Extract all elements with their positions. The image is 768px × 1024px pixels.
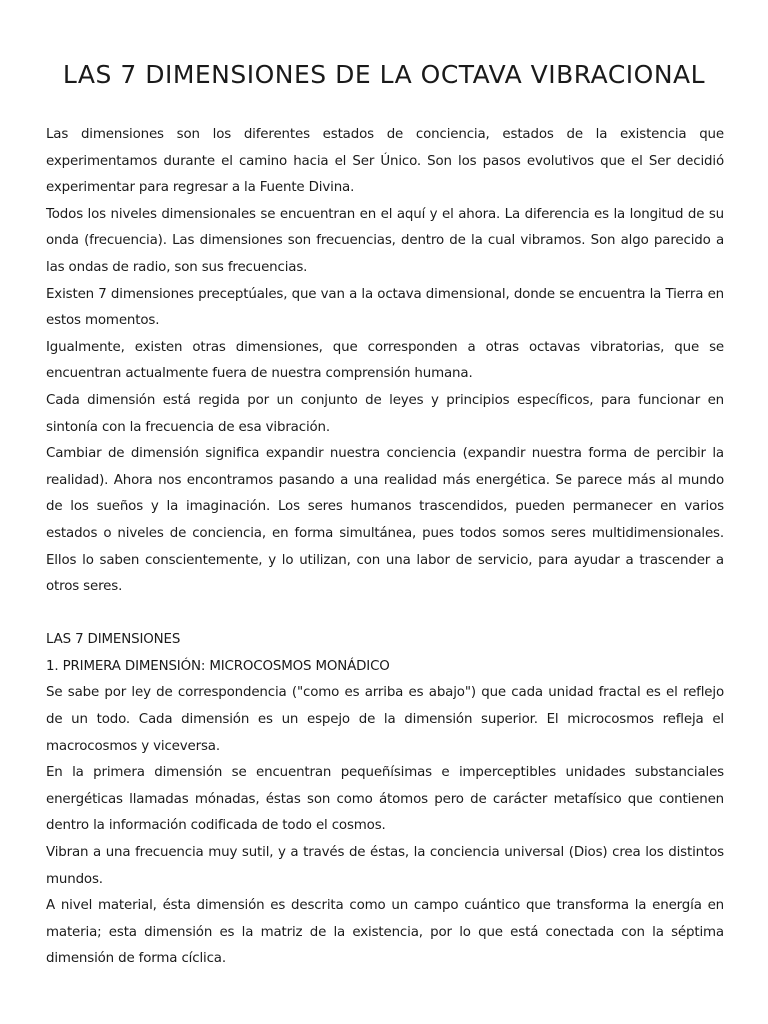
section-heading: LAS 7 DIMENSIONES: [46, 632, 181, 648]
paragraph: Vibran a una frecuencia muy sutil, y a través de éstas, la conciencia universal (Dios) crea los distintos mundos.: [46, 845, 724, 887]
paragraph: Las dimensiones son los diferentes estados de conciencia, estados de la existencia que experimentamos durante el camino hacia el Ser Único. Son los pasos evolutivos que el Ser decidió experimentar para regresar a la Fuente Divina.: [46, 127, 724, 196]
paragraph: Cada dimensión está regida por un conjunto de leyes y principios específicos, para funcionar en sintonía con la frecuencia de esa vibración.: [46, 392, 724, 435]
subsection-heading: 1. PRIMERA DIMENSIÓN: MICROCOSMOS MONÁDICO: [46, 658, 390, 674]
paragraph: A nivel material, ésta dimensión es descrita como un campo cuántico que transforma la energía en materia; esta dimensión es la matriz de la existencia, por lo que está conectada con la séptima dimensión de forma cíclica.: [46, 898, 724, 967]
paragraph: Existen 7 dimensiones preceptúales, que van a la octava dimensional, donde se encuentra la Tierra en estos momentos.: [46, 286, 724, 329]
paragraph: Igualmente, existen otras dimensiones, que corresponden a otras octavas vibratorias, que se encuentran actualmente fuera de nuestra comprensión humana.: [46, 339, 724, 382]
document-title: LAS 7 DIMENSIONES DE LA OCTAVA VIBRACIONAL: [62, 60, 706, 89]
document-body: [46, 122, 724, 973]
paragraph-spacer: [46, 601, 724, 628]
paragraph: Se sabe por ley de correspondencia ("como es arriba es abajo") que cada unidad fractal es el reflejo de un todo. Cada dimensión es un espejo de la dimensión superior. El microcosmos refleja el macrocosmos y viceversa.: [46, 685, 724, 754]
paragraph: En la primera dimensión se encuentran pequeñísimas e imperceptibles unidades substanciales energéticas llamadas mónadas, éstas son como átomos pero de carácter metafísico que contienen dentro la información codificada de todo el cosmos.: [46, 765, 724, 834]
paragraph: Cambiar de dimensión significa expandir nuestra conciencia (expandir nuestra forma de percibir la realidad). Ahora nos encontramos pasando a una realidad más energética. Se parece más al mundo de los sueños y la imaginación. Los seres humanos trascendidos, pueden permanecer en varios estados o niveles de conciencia, en forma simultánea, pues todos somos seres multidimensionales. Ellos lo saben conscientemente, y lo utilizan, con una labor de servicio, para ayudar a trascender a otros seres.: [46, 446, 724, 595]
paragraph: Todos los niveles dimensionales se encuentran en el aquí y el ahora. La diferencia es la longitud de su onda (frecuencia). Las dimensiones son frecuencias, dentro de la cual vibramos. Son algo parecido a las ondas de radio, son sus frecuencias.: [46, 206, 724, 275]
